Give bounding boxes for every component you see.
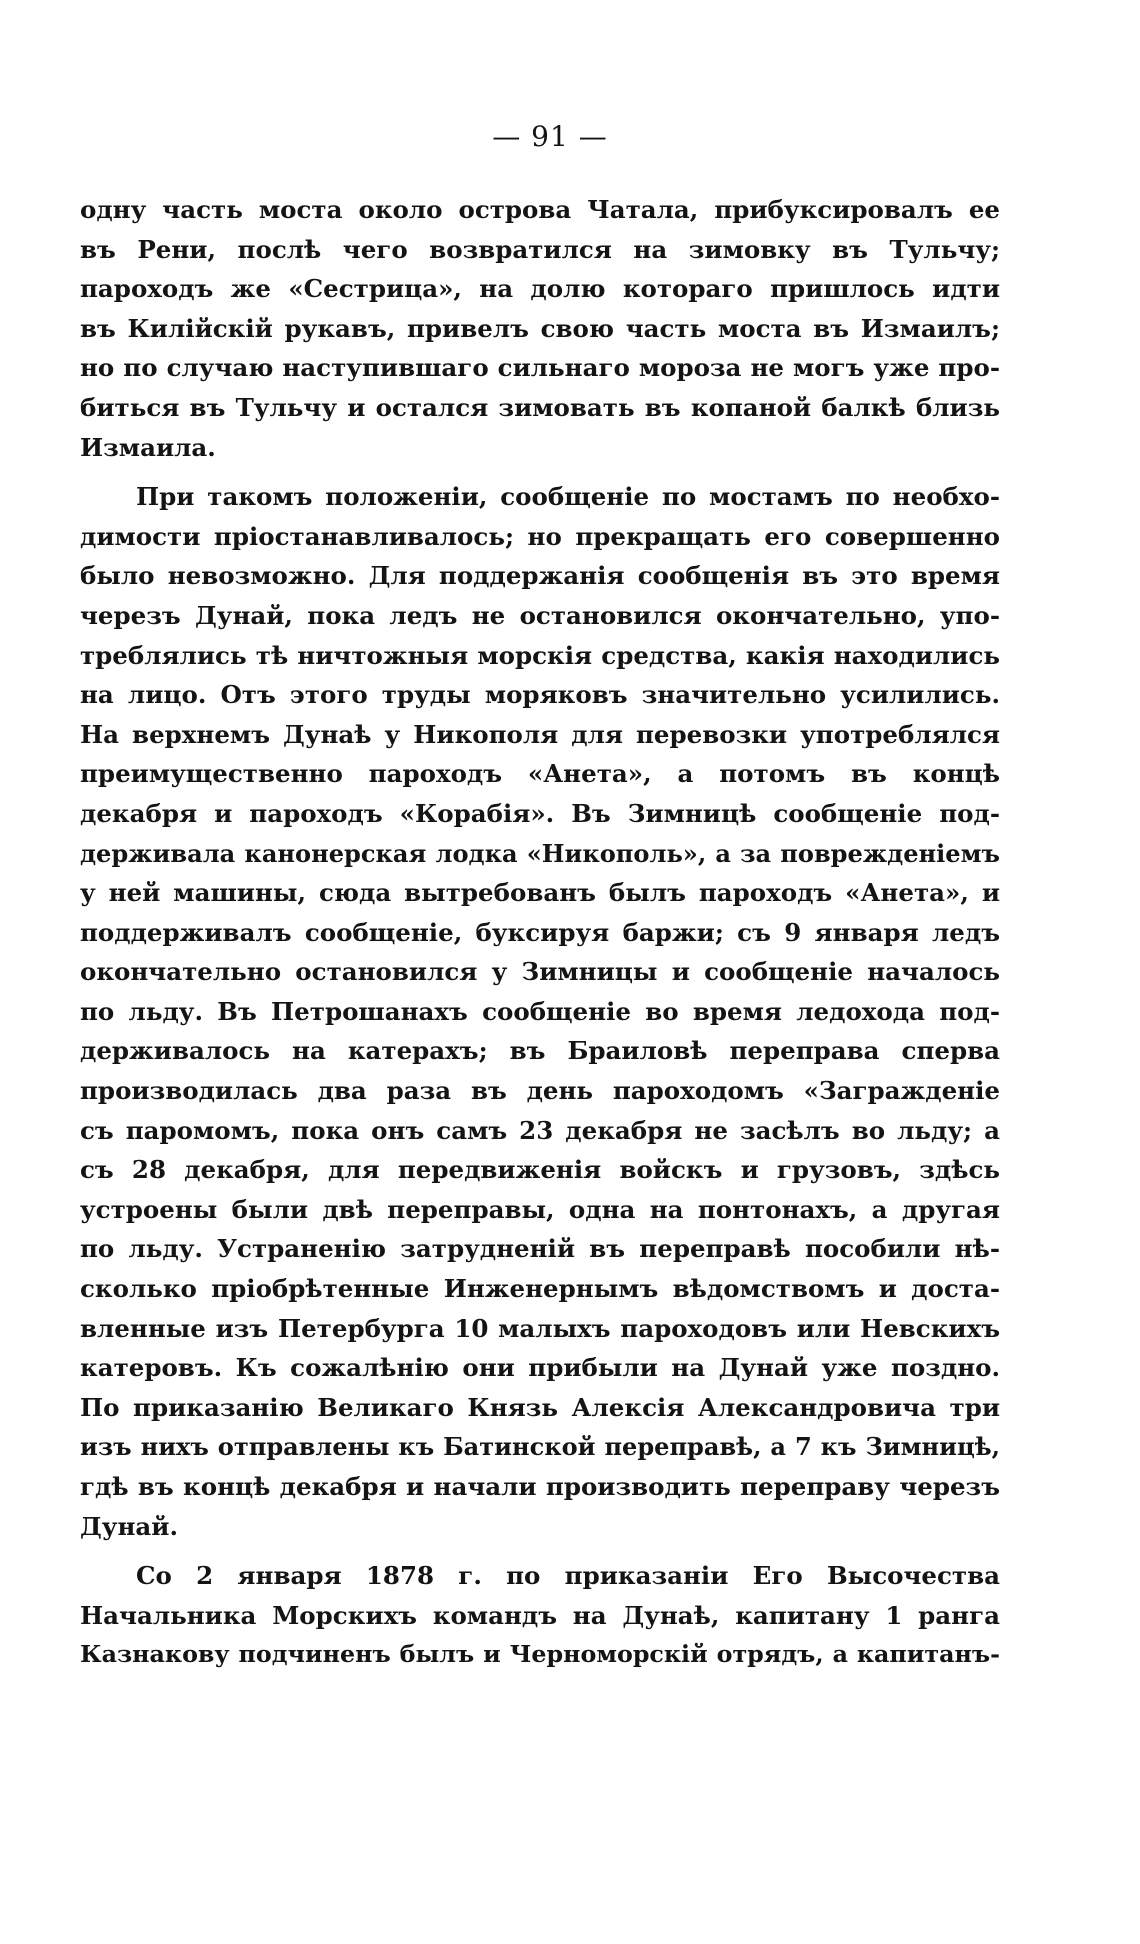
text-line: устроены были двѣ переправы, одна на понтонахъ, а другая	[80, 1194, 1000, 1224]
text-line: въ Килійскій рукавъ, привелъ свою часть моста въ Измаилъ;	[80, 313, 1000, 343]
text-line: декабря и пароходъ «Корабія». Въ Зимницѣ сообщеніе под-	[80, 798, 1000, 828]
text-line: сколько пріобрѣтенные Инженернымъ вѣдомствомъ и доста-	[80, 1274, 1000, 1304]
text-line: катеровъ. Къ сожалѣнію они прибыли на Дунай уже поздно.	[80, 1353, 1000, 1383]
text-line: треблялись тѣ ничтожныя морскія средства, какія находились	[80, 640, 1000, 670]
text-line: гдѣ въ концѣ декабря и начали производить переправу черезъ	[80, 1472, 1000, 1501]
text-line: окончательно остановился у Зимницы и сообщеніе началось	[80, 957, 1000, 987]
text-body	[80, 190, 1000, 1675]
text-line: По приказанію Великаго Князь Алексія Александровича три	[80, 1392, 1000, 1422]
paragraph-2	[80, 477, 1000, 1546]
text-line: димости пріостанавливалось; но прекращать его совершенно	[80, 521, 1000, 551]
text-line: по льду. Въ Петрошанахъ сообщеніе во время ледохода под-	[80, 996, 1000, 1026]
paragraph-1	[80, 190, 1000, 467]
text-line: было невозможно. Для поддержанія сообщенія въ это время	[80, 561, 1000, 591]
text-line: по льду. Устраненію затрудненій въ переправѣ пособили нѣ-	[80, 1234, 1000, 1264]
text-line: пароходъ же «Сестрица», на долю котораго пришлось идти	[80, 274, 1000, 304]
text-line: Со 2 января 1878 г. по приказаніи Его Высочества	[136, 1561, 1000, 1591]
text-line: биться въ Тульчу и остался зимовать въ копаной балкѣ близь	[80, 392, 1000, 422]
text-line: Казнакову подчиненъ былъ и Черноморскій отрядъ, а капитанъ-	[80, 1640, 1000, 1669]
page-number: — 91 —	[492, 120, 608, 153]
text-line: держивалось на катерахъ; въ Браиловѣ переправа сперва	[80, 1036, 1000, 1066]
text-line: Дунай.	[80, 1511, 178, 1541]
text-line: вленные изъ Петербурга 10 малыхъ пароходовъ или Невскихъ	[80, 1313, 1000, 1343]
text-line: На верхнемъ Дунаѣ у Никополя для перевозки употреблялся	[80, 719, 1000, 749]
text-line: При такомъ положеніи, сообщеніе по мостамъ по необхо-	[136, 482, 1000, 512]
text-line: съ паромомъ, пока онъ самъ 23 декабря не засѣлъ во льду; а	[80, 1115, 1000, 1145]
paragraph-3	[80, 1556, 1000, 1675]
text-line: преимущественно пароходъ «Анета», а потомъ въ концѣ	[80, 759, 1000, 789]
text-line: съ 28 декабря, для передвиженія войскъ и грузовъ, здѣсь	[80, 1155, 1000, 1185]
text-line: Измаила.	[80, 432, 216, 462]
text-line: одну часть моста около острова Чатала, прибуксировалъ ее	[80, 195, 1000, 224]
text-line: производилась два раза въ день пароходомъ «Загражденіе	[80, 1076, 1000, 1106]
text-line: въ Рени, послѣ чего возвратился на зимовку въ Тульчу;	[80, 234, 1000, 264]
text-line: Начальника Морскихъ командъ на Дунаѣ, капитану 1 ранга	[80, 1600, 1000, 1630]
text-line: поддерживалъ сообщеніе, буксируя баржи; съ 9 января ледъ	[80, 917, 1000, 947]
text-line: изъ нихъ отправлены къ Батинской переправѣ, а 7 къ Зимницѣ,	[80, 1432, 1000, 1462]
text-line: держивала канонерская лодка «Никополь», а за поврежденіемъ	[80, 838, 1000, 868]
text-line: у ней машины, сюда вытребованъ былъ пароходъ «Анета», и	[80, 878, 1000, 908]
text-line: на лицо. Отъ этого труды моряковъ значительно усилились.	[80, 680, 1000, 710]
text-line: черезъ Дунай, пока ледъ не остановился окончательно, упо-	[80, 600, 1000, 630]
text-line: но по случаю наступившаго сильнаго мороза не могъ уже про-	[80, 353, 1000, 383]
